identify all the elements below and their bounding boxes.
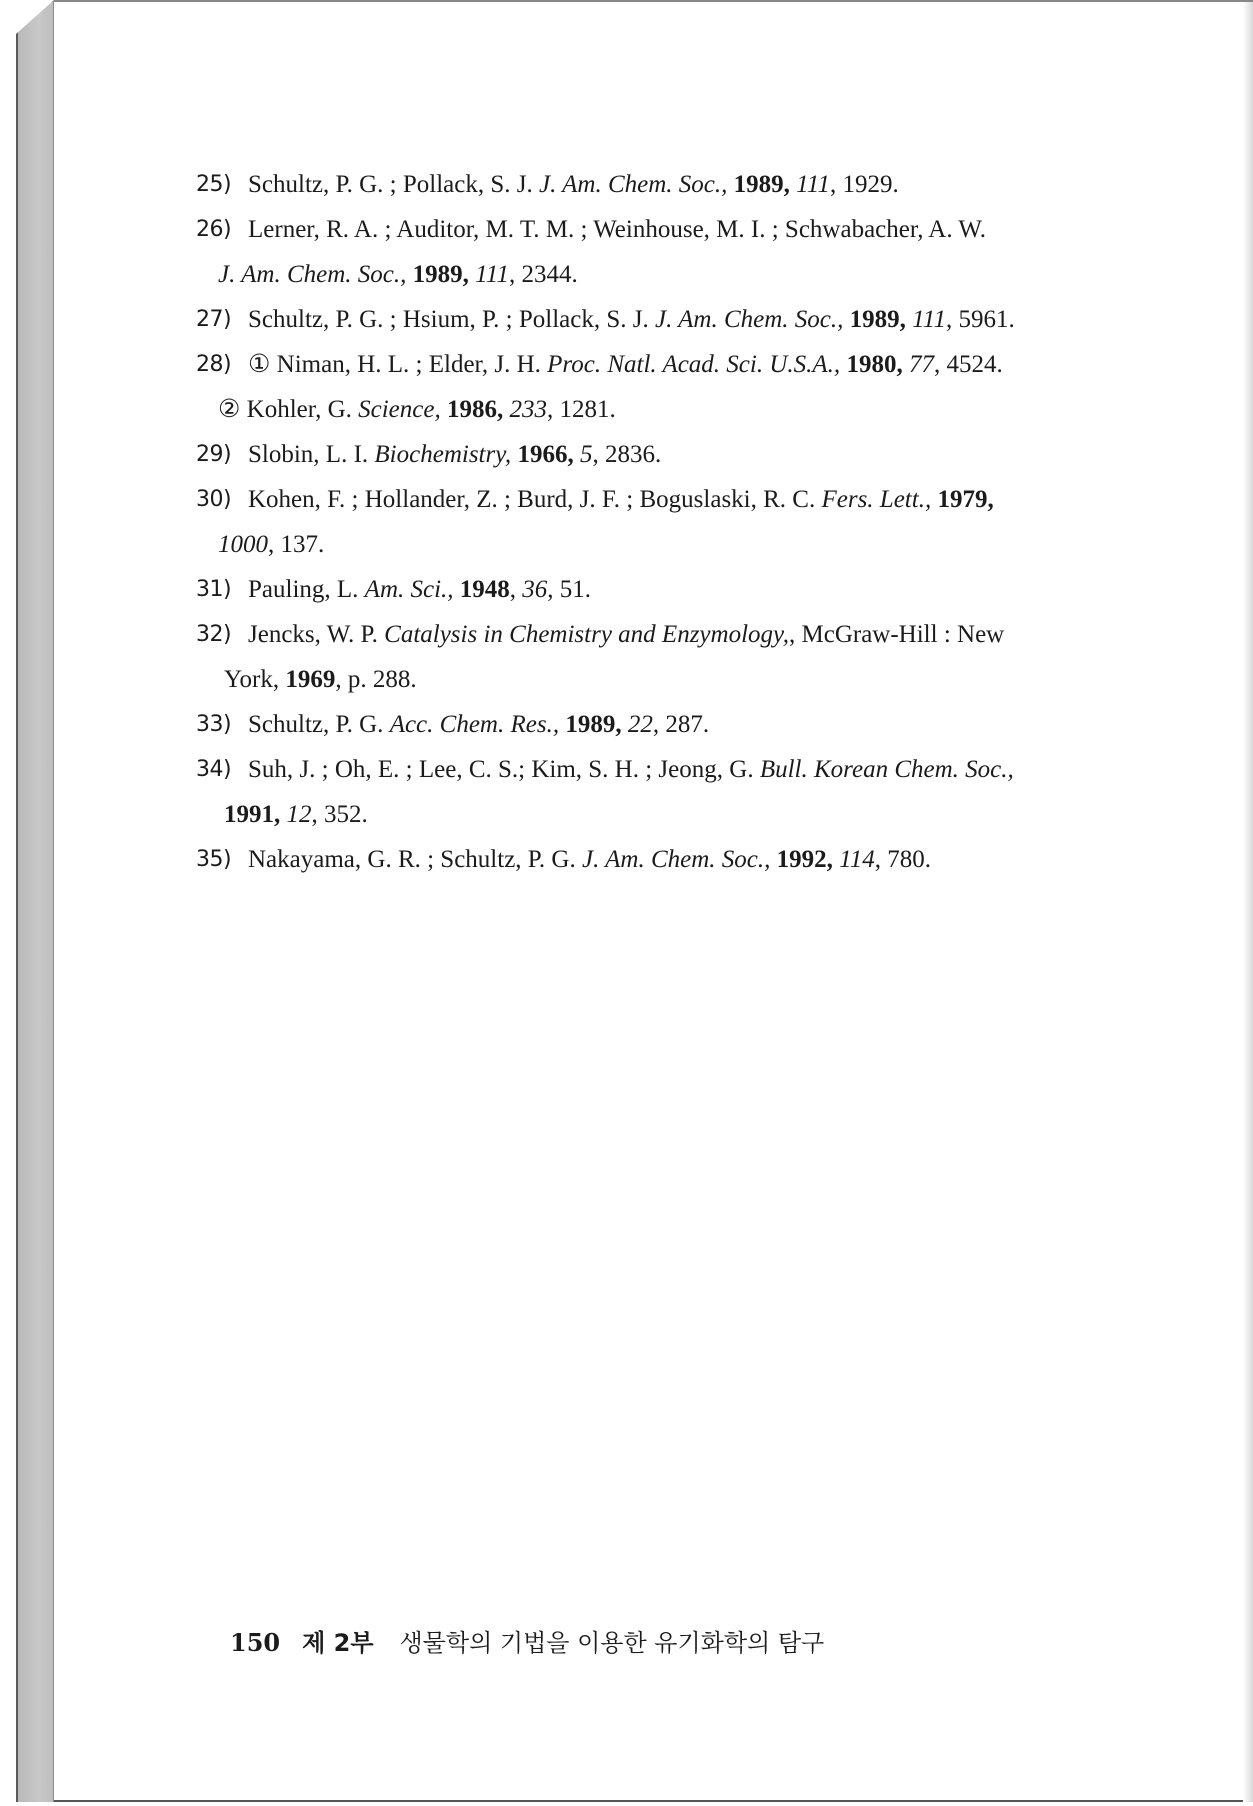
running-title: 생물학의 기법을 이용한 유기화학의 탐구 — [399, 1629, 825, 1657]
reference-number: 33) — [196, 712, 232, 737]
reference-journal: Bull. Korean Chem. Soc., — [759, 756, 1014, 783]
reference-journal: J. Am. Chem. Soc., — [218, 261, 407, 288]
reference-number: 32) — [196, 622, 232, 647]
reference-volume: 233 — [509, 396, 547, 423]
reference-year: 1979, — [937, 486, 994, 513]
reference-authors: Schultz, P. G. — [248, 711, 390, 738]
reference-year: 1980, — [846, 351, 903, 378]
reference-journal: J. Am. Chem. Soc., — [655, 306, 844, 333]
reference-year: 1992, — [776, 846, 833, 873]
reference-year: 1986, — [446, 396, 504, 423]
reference-volume: 22 — [627, 711, 653, 738]
reference-journal: Am. Sci., — [364, 576, 454, 603]
reference-journal: Science, — [358, 396, 441, 423]
reference-authors: ① Niman, H. L. ; Elder, J. H. — [248, 351, 548, 378]
reference-continuation — [224, 792, 1086, 837]
reference-volume: 5 — [579, 441, 593, 468]
reference-number: 27) — [196, 307, 232, 332]
book-spine — [16, 2, 54, 1802]
reference-year: 1989, — [565, 711, 622, 738]
reference-authors: Slobin, L. I. — [248, 441, 375, 468]
reference-pages: , 2344. — [508, 261, 578, 288]
reference-journal: Proc. Natl. Acad. Sci. U.S.A., — [547, 351, 841, 378]
reference-volume: 111 — [912, 306, 946, 333]
reference-number: 28) — [196, 352, 232, 377]
reference-year: 1991, — [224, 801, 281, 828]
reference-journal: Fers. Lett., — [821, 486, 932, 513]
reference-number: 25) — [196, 172, 232, 197]
reference-number: 35) — [196, 847, 232, 872]
page-number: 150 — [230, 1628, 281, 1657]
reference-year: 1989, — [412, 261, 469, 288]
reference-29 — [196, 432, 1086, 477]
reference-volume: 114 — [839, 846, 875, 873]
reference-continuation — [224, 657, 1086, 702]
reference-31: 31) Pauling, L. Am. Sci., 1948, 36, 51. — [196, 567, 1086, 612]
reference-journal: Catalysis in Chemistry and Enzymology, — [384, 621, 789, 648]
reference-year: 1969 — [285, 666, 336, 693]
reference-authors: Kohen, F. ; Hollander, Z. ; Burd, J. F. ; Boguslaski, R. C. — [248, 486, 822, 513]
part-label: 제 2부 — [302, 1629, 374, 1657]
reference-continuation — [218, 522, 1086, 567]
reference-pages: , 5961. — [945, 306, 1015, 333]
reference-journal: J. Am. Chem. Soc., — [581, 846, 771, 873]
reference-32 — [196, 612, 1086, 702]
reference-volume: 111 — [796, 171, 830, 198]
reference-authors: Jencks, W. P. — [248, 621, 385, 648]
reference-year: 1948 — [459, 576, 510, 603]
reference-28 — [196, 342, 1086, 432]
reference-34 — [196, 747, 1086, 837]
page-footer — [230, 1623, 824, 1658]
spine-corner — [16, 0, 54, 34]
reference-35 — [196, 837, 1086, 882]
reference-authors: Pauling, L. — [248, 576, 365, 603]
reference-authors: ② Kohler, G. — [218, 396, 359, 423]
reference-pages: , 2836. — [592, 441, 662, 468]
reference-authors: Lerner, R. A. ; Auditor, M. T. M. ; Weinhouse, M. I. ; Schwabacher, A. W. — [248, 216, 986, 243]
reference-25 — [196, 162, 1086, 207]
reference-volume: 111 — [475, 261, 509, 288]
reference-volume: 12 — [286, 801, 312, 828]
reference-pages: , 287. — [652, 711, 710, 738]
reference-number: 26) — [196, 217, 232, 242]
reference-number: 29) — [196, 442, 232, 467]
reference-journal: Biochemistry, — [374, 441, 512, 468]
reference-pages: , 1281. — [546, 396, 616, 423]
reference-publisher: , McGraw-Hill : New — [789, 621, 1005, 648]
reference-pages: , 780. — [874, 846, 932, 873]
reference-authors: Suh, J. ; Oh, E. ; Lee, C. S.; Kim, S. H. ; Jeong, G. — [248, 756, 760, 783]
reference-27 — [196, 297, 1086, 342]
reference-33 — [196, 702, 1086, 747]
reference-year: 1989, — [849, 306, 906, 333]
reference-pages: , p. 288. — [335, 666, 417, 693]
reference-journal: Acc. Chem. Res., — [389, 711, 560, 738]
reference-number: 31) — [196, 577, 232, 602]
reference-list — [196, 162, 1086, 882]
reference-pages: , 51. — [547, 576, 592, 603]
reference-year: 1966, — [517, 441, 574, 468]
reference-30 — [196, 477, 1086, 567]
reference-pages: , 352. — [311, 801, 368, 828]
reference-journal: J. Am. Chem. Soc., — [539, 171, 728, 198]
reference-volume: 36 — [522, 576, 548, 603]
reference-number: 30) — [196, 487, 232, 512]
reference-year: 1989, — [733, 171, 790, 198]
reference-pages: , 137. — [268, 531, 325, 558]
reference-26 — [196, 207, 1086, 297]
reference-continuation — [218, 387, 1086, 432]
page-right-shadow — [1243, 2, 1253, 1802]
reference-continuation — [218, 252, 1086, 297]
reference-authors: Schultz, P. G. ; Pollack, S. J. — [248, 171, 539, 198]
reference-number: 34) — [196, 757, 232, 782]
reference-publisher: York, — [224, 666, 286, 693]
reference-volume: 77 — [908, 351, 934, 378]
reference-authors: Schultz, P. G. ; Hsium, P. ; Pollack, S. J. — [248, 306, 655, 333]
reference-authors: Nakayama, G. R. ; Schultz, P. G. — [248, 846, 582, 873]
reference-volume: 1000 — [218, 531, 268, 558]
reference-pages: , 4524. — [933, 351, 1003, 378]
reference-pages: , 1929. — [829, 171, 899, 198]
